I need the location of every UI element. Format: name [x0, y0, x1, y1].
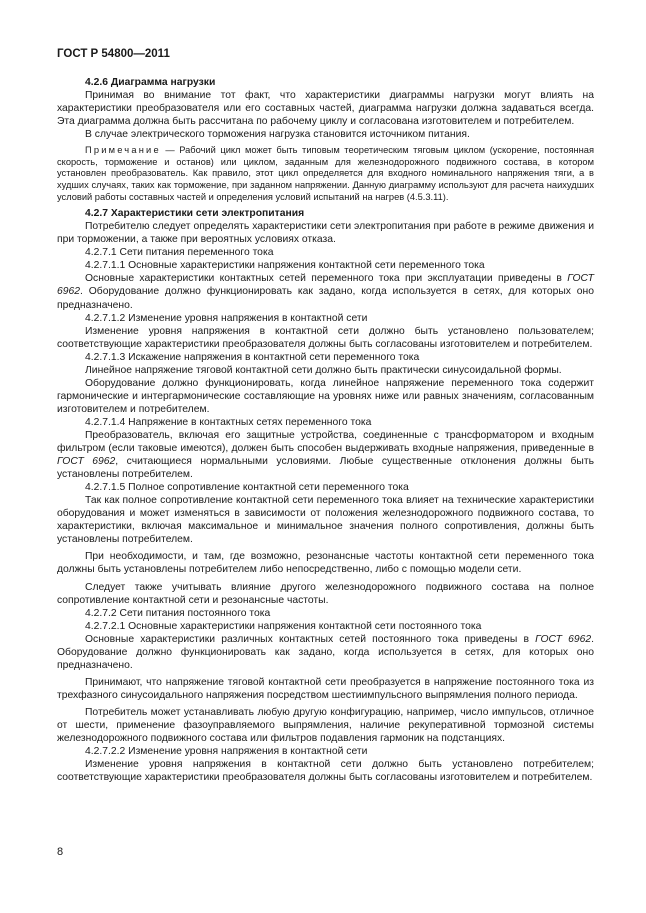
subsection-heading: 4.2.7.2.1 Основные характеристики напряжения контактной сети постоянного тока — [85, 620, 482, 632]
paragraph: В случае электрического торможения нагрузка становится источником питания. — [85, 129, 470, 141]
section-heading-4-2-6: 4.2.6 Диаграмма нагрузки — [85, 77, 216, 88]
paragraph: Основные характеристики контактных сетей переменного тока при эксплуатации приведены в ГОСТ 6962. Оборудование должно функционировать как задано, когда используется в сетях, для которых оно предназначено. — [57, 273, 594, 311]
paragraph: Изменение уровня напряжения в контактной сети должно быть установлено потребителем; соответствующие характеристики преобразователя должны быть согласованы изготовителем и потребителем. — [57, 759, 594, 784]
paragraph: Так как полное сопротивление контактной сети переменного тока влияет на технические характеристики оборудования и может изменяться в зависимости от положения железнодорожного подвижного состава, то характеристики, включая максимальное и минимальное значения полного сопротивления, должны быть установлены потребителем. — [57, 495, 594, 546]
standard-reference: ГОСТ 6962 — [57, 273, 594, 298]
subsection-heading: 4.2.7.2.2 Изменение уровня напряжения в контактной сети — [85, 746, 368, 758]
subsection-heading: 4.2.7.1.4 Напряжение в контактных сетях переменного тока — [85, 416, 372, 428]
note-label: Примечание — [85, 145, 161, 156]
note-paragraph — [57, 145, 594, 203]
paragraph: При необходимости, и там, где возможно, резонансные частоты контактной сети переменного тока должны быть установлены потребителем либо непосредственно, либо с помощью модели сети. — [57, 551, 594, 576]
paragraph: Следует также учитывать влияние другого железнодорожного подвижного состава на полное сопротивление контактной сети и резонансные частоты. — [57, 581, 594, 606]
note-text: — Рабочий цикл может быть типовым теоретическим тяговым циклом (ускорение, постоянная скорость, торможение и останов) или циклом, заданным для железнодорожного подвижного состава, в котором установлен преобразователь. Как правило, этот цикл определяется для входного номинального напряжения тяги, а в худших случаях, таких как торможение, при заданном напряжении. Данную диаграмму используют для расчета наихудших условий работы составных частей и определения условий испытаний на нагрев (4.5.3.11). — [57, 145, 594, 202]
standard-reference: ГОСТ 6962 — [57, 456, 116, 468]
paragraph: Преобразователь, включая его защитные устройства, соединенные с трансформатором и входным фильтром (если таковые имеются), должен быть способен выдерживать входные напряжения, приведенные в ГОСТ 6962, считающиеся нормальными условиями. Любые существенные отклонения должны быть установлены потребителем. — [57, 430, 594, 481]
subsection-heading: 4.2.7.1 Сети питания переменного тока — [85, 247, 274, 259]
subsection-heading: 4.2.7.1.1 Основные характеристики напряжения контактной сети переменного тока — [85, 260, 485, 272]
section-heading-4-2-7: 4.2.7 Характеристики сети электропитания — [85, 208, 305, 220]
standard-reference: ГОСТ 6962 — [535, 633, 592, 645]
subsection-heading: 4.2.7.1.2 Изменение уровня напряжения в контактной сети — [85, 312, 368, 324]
subsection-heading: 4.2.7.2 Сети питания постоянного тока — [85, 607, 271, 619]
paragraph: Принимают, что напряжение тяговой контактной сети преобразуется в напряжение постоянного тока из трехфазного синусоидального напряжения посредством шестиимпульсного выпрямления полного периода. — [57, 676, 594, 701]
paragraph: Изменение уровня напряжения в контактной сети должно быть установлено пользователем; соответствующие характеристики преобразователя должны быть согласованы изготовителем и потребителем. — [57, 325, 594, 350]
page-body — [57, 76, 594, 784]
paragraph: Принимая во внимание тот факт, что характеристики диаграммы нагрузки могут влиять на характеристики преобразователя или его составных частей, диаграмма нагрузки должна задаваться всегда. Эта диаграмма должна быть рассчитана по рабочему циклу и согласована изготовителем и потребителем. — [57, 90, 594, 128]
document-header: ГОСТ Р 54800—2011 — [57, 48, 170, 60]
page-number: 8 — [57, 846, 64, 858]
paragraph: Основные характеристики различных контактных сетей постоянного тока приведены в ГОСТ 6962. Оборудование должно функционировать как задано, когда используется в сетях, для которых оно предназначено. — [57, 633, 594, 671]
paragraph: Линейное напряжение тяговой контактной сети должно быть практически синусоидальной формы. — [85, 364, 562, 376]
subsection-heading: 4.2.7.1.5 Полное сопротивление контактной сети переменного тока — [85, 482, 409, 494]
paragraph: Потребитель может устанавливать любую другую конфигурацию, например, число импульсов, отличное от шести, применение фазоуправляемого выпрямления, наличие рекуперативной тормозной системы железнодорожного подвижного состава или фильтров подавления гармоник на подстанциях. — [57, 706, 594, 745]
paragraph: Оборудование должно функционировать, когда линейное напряжение переменного тока содержит гармонические и интергармонические составляющие на уровнях ниже или равных значениям, согласованным изготовителем и потребителем. — [57, 377, 594, 415]
subsection-heading: 4.2.7.1.3 Искажение напряжения в контактной сети переменного тока — [85, 351, 420, 363]
paragraph: Потребителю следует определять характеристики сети электропитания при работе в режиме движения и при торможении, а также при вероятных условиях отказа. — [57, 221, 594, 246]
